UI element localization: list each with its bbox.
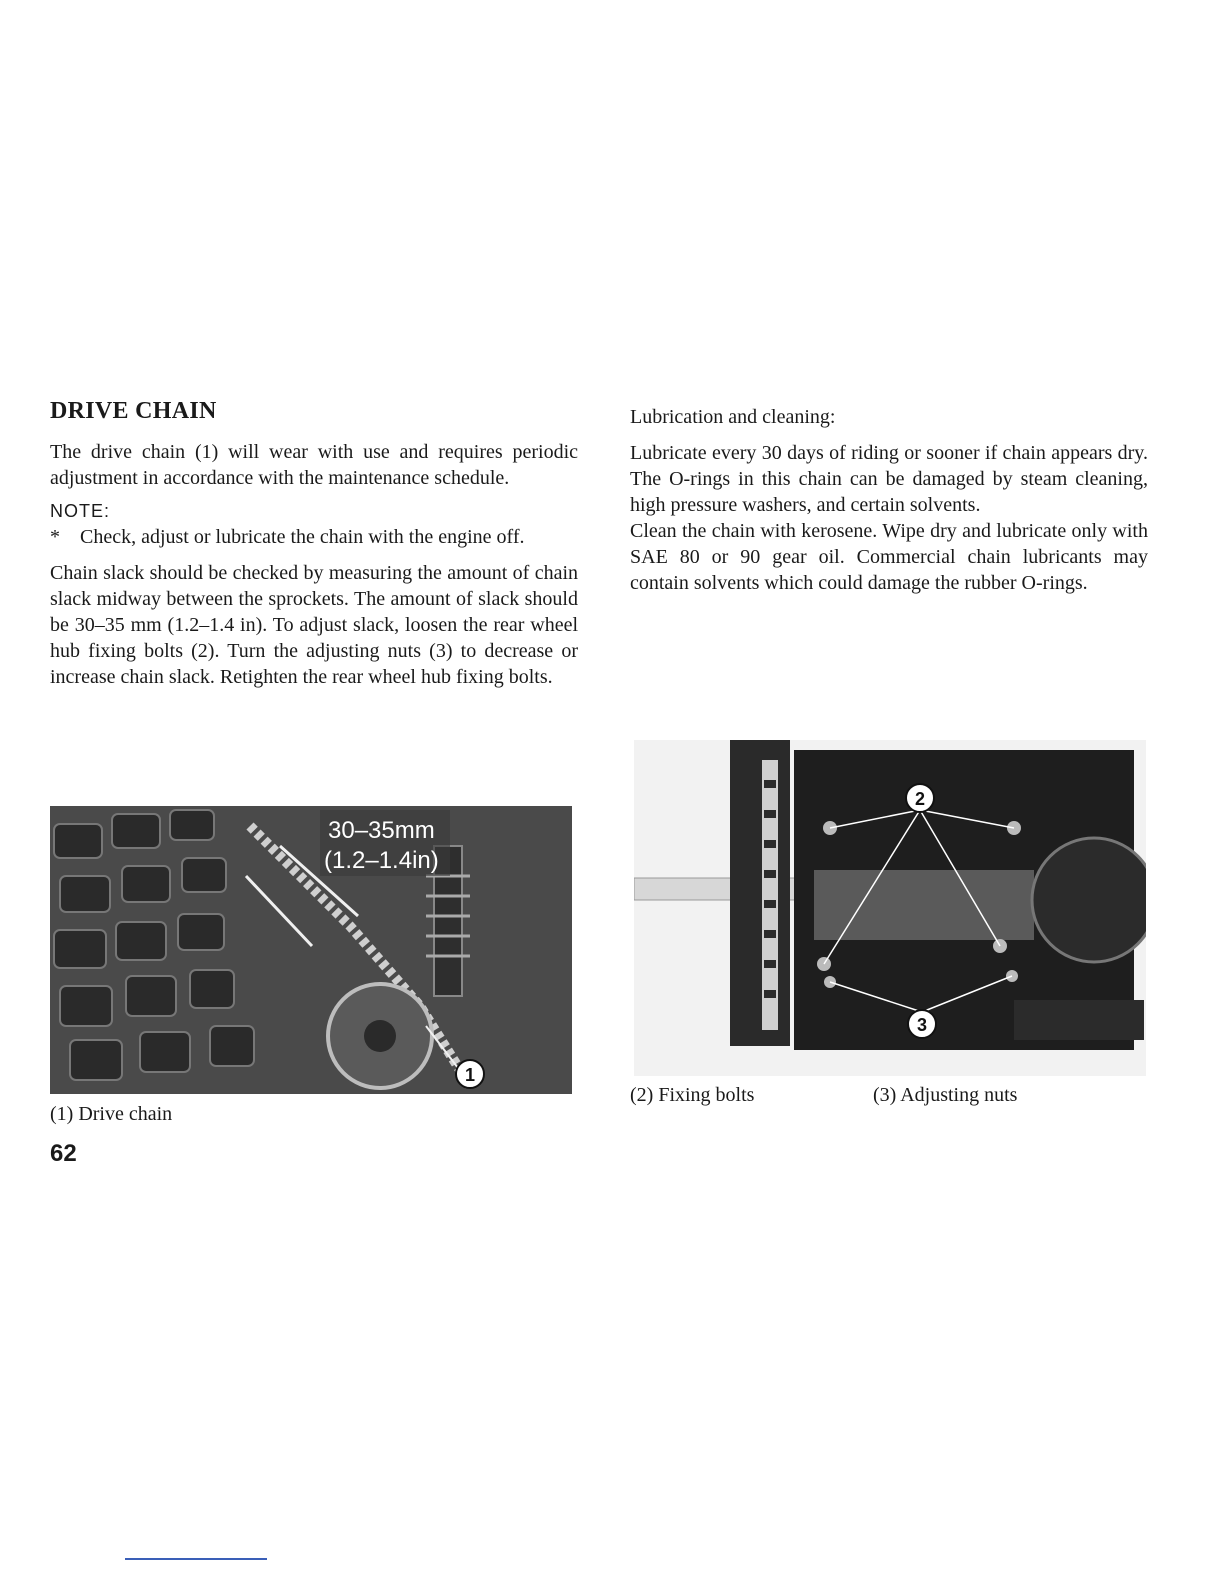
drive-chain-photo (50, 806, 572, 1094)
slack-paragraph: Chain slack should be checked by measuring the amount of chain slack midway between the sprockets. The amount of slack should be 30–35 mm (1.2–1.4 in). To adjust slack, loosen the rear wheel hub fixing bolts (2). Turn the adjusting nuts (3) to decrease or increase chain slack. Retighten the rear wheel hub fixing bolts. (50, 562, 578, 688)
caption-adjusting-nuts: (3) Adjusting nuts (873, 1084, 1018, 1106)
note-item (50, 524, 578, 550)
section-heading: DRIVE CHAIN (50, 398, 217, 424)
footer-rule (125, 1558, 267, 1560)
clean-paragraph: Clean the chain with kerosene. Wipe dry and lubricate only with SAE 80 or 90 gear oil. Commercial chain lubricants may contain solvents which could damage the rubber O-rings. (630, 520, 1148, 594)
note-text: Check, adjust or lubricate the chain with the engine off. (80, 526, 525, 548)
intro-paragraph: The drive chain (1) will wear with use and requires periodic adjustment in accordance with the maintenance schedule. (50, 441, 578, 489)
callout-2-label: 2 (914, 789, 926, 809)
left-column (50, 398, 578, 690)
lubricate-paragraph: Lubricate every 30 days of riding or sooner if chain appears dry. The O-rings in this chain can be damaged by steam cleaning, high pressure washers, and certain solvents. (630, 442, 1148, 516)
callout-3-label: 3 (916, 1015, 928, 1035)
note-bullet: * (50, 526, 60, 548)
hub-adjuster-photo (634, 740, 1146, 1076)
callout-1-label: 1 (464, 1065, 476, 1085)
right-column (630, 404, 1148, 596)
caption-drive-chain: (1) Drive chain (50, 1103, 173, 1125)
note-label: NOTE: (50, 501, 111, 521)
slack-overlay-in: (1.2–1.4in) (324, 847, 439, 874)
slack-overlay-mm: 30–35mm (328, 817, 435, 844)
page-number: 62 (50, 1140, 77, 1167)
caption-fixing-bolts: (2) Fixing bolts (630, 1084, 755, 1106)
lubrication-subheading: Lubrication and cleaning: (630, 406, 836, 428)
